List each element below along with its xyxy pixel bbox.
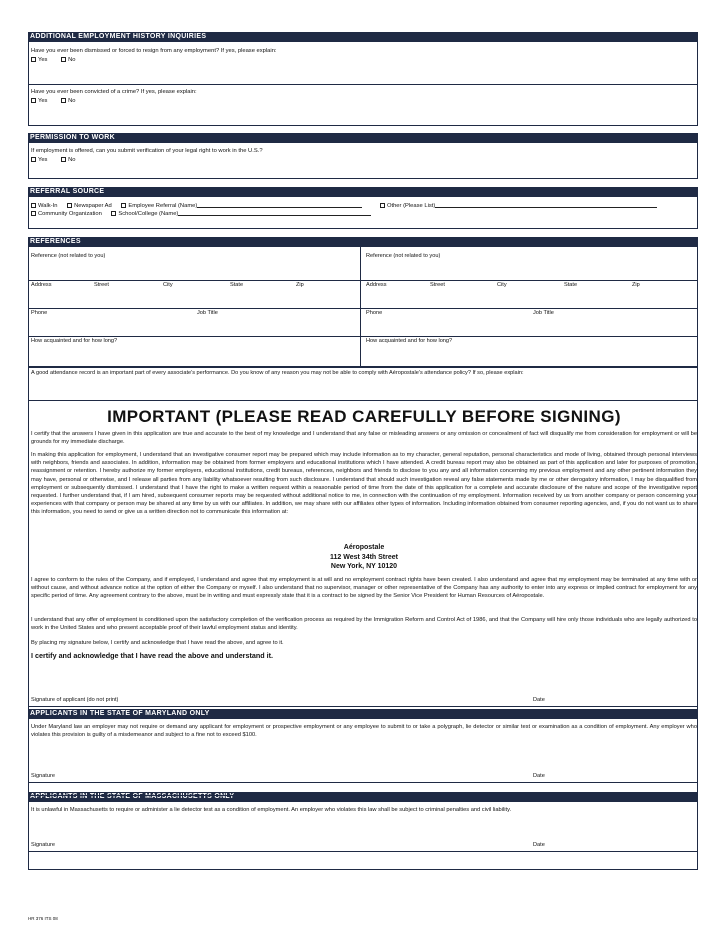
- referral-walk-in[interactable]: Walk-In: [31, 203, 57, 209]
- referral-employee[interactable]: Employee Referral (Name): [121, 202, 362, 209]
- referral-header: REFERRAL SOURCE: [28, 187, 698, 197]
- company-name: Aéropostale: [343, 544, 385, 551]
- checkbox-icon[interactable]: [380, 203, 385, 208]
- checkbox-icon[interactable]: [67, 203, 72, 208]
- divider: [29, 280, 697, 281]
- massachusetts-header: APPLICANTS IN THE STATE OF MASSACHUSETTS ONLY: [28, 792, 698, 802]
- dismissed-no[interactable]: No: [61, 57, 75, 63]
- reference-1-acquainted: How acquainted and for how long?: [31, 338, 118, 344]
- massachusetts-section: [28, 802, 698, 870]
- divider: [29, 308, 697, 309]
- application-form: [28, 32, 698, 870]
- checkbox-icon[interactable]: [111, 211, 116, 216]
- maryland-header: APPLICANTS IN THE STATE OF MARYLAND ONLY: [28, 709, 698, 719]
- reference-1-label: Reference (not related to you): [31, 253, 106, 259]
- referral-newspaper[interactable]: Newspaper Ad: [67, 203, 112, 209]
- referral-section: [28, 197, 698, 229]
- important-title: IMPORTANT (PLEASE READ CAREFULLY BEFORE SIGNING): [107, 407, 621, 426]
- applicant-date-label: Date: [533, 697, 545, 703]
- checkbox-icon[interactable]: [31, 203, 36, 208]
- massachusetts-text: It is unlawful in Massachusetts to require or administer a lie detector test as a condition of employment. An employer who violates this law shall be subject to criminal penalties and civil liability.: [31, 807, 512, 813]
- reference-2-zip: Zip: [632, 282, 640, 288]
- company-city: New York, NY 10120: [330, 563, 398, 570]
- company-address: [29, 543, 699, 572]
- references-column-divider: [360, 247, 361, 366]
- certify-statement: I certify and acknowledge that I have read the above and understand it.: [31, 651, 274, 660]
- divider: [29, 336, 697, 337]
- employment-history-section: [28, 42, 698, 126]
- maryland-section: [28, 719, 698, 796]
- massachusetts-signature-line[interactable]: [29, 851, 697, 852]
- school-input[interactable]: [178, 210, 371, 216]
- applicant-signature-label: Signature of applicant (do not print): [31, 697, 119, 703]
- important-section: [28, 367, 698, 743]
- dismissed-yes[interactable]: Yes: [31, 57, 47, 63]
- checkbox-icon[interactable]: [31, 211, 36, 216]
- acknowledge-paragraph: By placing my signature below, I certify and acknowledge that I have read the above, and agree to it.: [31, 640, 284, 646]
- dismissed-options: [31, 57, 88, 63]
- crime-question: Have you ever been convicted of a crime? If yes, please explain:: [31, 89, 197, 95]
- checkbox-icon[interactable]: [31, 157, 36, 162]
- reference-1-state: State: [230, 282, 244, 288]
- referral-other[interactable]: Other (Please List): [380, 202, 657, 209]
- other-referral-input[interactable]: [435, 202, 657, 208]
- crime-yes[interactable]: Yes: [31, 98, 47, 104]
- dismissed-question: Have you ever been dismissed or forced to resign from any employment? If yes, please explain:: [31, 48, 277, 54]
- checkbox-icon[interactable]: [61, 57, 66, 62]
- referral-school[interactable]: School/College (Name): [111, 210, 371, 217]
- form-code: HR 376 ITS 08: [28, 916, 58, 921]
- permission-yes[interactable]: Yes: [31, 157, 47, 163]
- checkbox-icon[interactable]: [31, 57, 36, 62]
- permission-header: PERMISSION TO WORK: [28, 133, 698, 143]
- checkbox-icon[interactable]: [61, 157, 66, 162]
- attendance-question: A good attendance record is an important part of every associate's performance. Do you know of any reason you may not be able to comply with Aéropostale's attendance policy? If so, please explain:: [31, 370, 524, 376]
- reference-2-address: Address: [366, 282, 387, 288]
- reference-1-street: Street: [94, 282, 109, 288]
- references-section: [28, 247, 698, 367]
- divider: [29, 84, 697, 85]
- maryland-signature-line[interactable]: [29, 782, 697, 783]
- references-header: REFERENCES: [28, 237, 698, 247]
- permission-options: [31, 157, 88, 163]
- maryland-date-label: Date: [533, 773, 545, 779]
- reference-2-job-title: Job Title: [533, 310, 554, 316]
- checkbox-icon[interactable]: [31, 98, 36, 103]
- permission-section: [28, 143, 698, 179]
- checkbox-icon[interactable]: [61, 98, 66, 103]
- crime-options: [31, 98, 88, 104]
- employee-referral-input[interactable]: [197, 202, 362, 208]
- certify-paragraph: I certify that the answers I have given in this application are true and accurate to the best of my knowledge and I understand that any false or misleading answers or any omission or concealment of fact will disqualify me from consideration for employment or will be grounds for my immediate discharge.: [31, 431, 697, 446]
- referral-community[interactable]: Community Organization: [31, 211, 102, 217]
- consumer-report-paragraph: In making this application for employment, I understand that an investigative consumer report may be prepared which may include information as to my character, general reputation, personal characteristics and mode of living, obtained through personal interviews with neighbors, friends and associates. In addition, information may be obtained from former employers and educational institutions which I have attended. A credit bureau report may also be obtained as part of this application and later for purposes of promotion, reassignment or retention. I hereby authorize my former employers, educational institutions, credit bureaus, references, neighbors and friends to disclose to you any and all information concerning my previous employment and any other pertinent information they may have, personal or otherwise, and I release all parties from any liability whatsoever resulting from such disclosure. I understand that should such investigation reveal any false statements made by me or other derogatory information, I may be disqualified from employment or subsequently dismissed. I understand that I have the right to make a written request within a reasonable period of time from the date of this application for a complete and accurate disclosure of the nature and scope of the investigative report requested. I further understand that, if I am hired, subsequent consumer reports may be requested without additional notice to me, in connection with the continuation of my employment. Information received by us from another company or person concerning your experiences with that company or person may be shared at any time by us with our affiliates. In addition, we may share with our affiliates other types of information. Including information obtained from consumer reporting agencies, and, if you do not want us to share this information, you need to send or give us a written direction not to communicate this information at:: [31, 452, 697, 516]
- reference-1-job-title: Job Title: [197, 310, 218, 316]
- at-will-paragraph: I agree to conform to the rules of the Company, and if employed, I understand and agree that my employment is at will and no employment contract rights have been created. I also understand and agree that my employment may be terminated at any time with or without cause, and without advance notice at the option of either the Company or myself. I also understand that no supervisor, manager or other representative of the Company has any authority to enter into any express or implied contract for employment for any specific period of time. Any agreement contrary to the above, must be in writing and must expressly state that it is a contract to be signed by the Senior Vice President for Human Resources of Aéropostale.: [31, 577, 697, 600]
- reference-1-address: Address: [31, 282, 52, 288]
- reference-1-phone: Phone: [31, 310, 48, 316]
- immigration-paragraph: I understand that any offer of employment is conditioned upon the satisfactory completion of the verification process as required by the Immigration Reform and Control Act of 1986, and that the Company will hire only those individuals who are legally authorized to work in the United States and who present acceptable proof of their lawful employment status and identity.: [31, 617, 697, 632]
- reference-2-phone: Phone: [366, 310, 383, 316]
- reference-2-state: State: [564, 282, 578, 288]
- reference-2-label: Reference (not related to you): [366, 253, 441, 259]
- checkbox-icon[interactable]: [121, 203, 126, 208]
- divider: [29, 400, 697, 401]
- reference-2-acquainted: How acquainted and for how long?: [366, 338, 453, 344]
- referral-row-1: [31, 202, 657, 209]
- massachusetts-date-label: Date: [533, 842, 545, 848]
- permission-no[interactable]: No: [61, 157, 75, 163]
- maryland-signature-label: Signature: [31, 773, 55, 779]
- reference-1-zip: Zip: [296, 282, 304, 288]
- crime-no[interactable]: No: [61, 98, 75, 104]
- employment-history-header: ADDITIONAL EMPLOYMENT HISTORY INQUIRIES: [28, 32, 698, 42]
- company-street: 112 West 34th Street: [330, 553, 398, 561]
- massachusetts-signature-label: Signature: [31, 842, 55, 848]
- reference-1-city: City: [163, 282, 173, 288]
- reference-2-city: City: [497, 282, 507, 288]
- permission-question: If employment is offered, can you submit verification of your legal right to work in the U.S.?: [31, 148, 263, 154]
- reference-2-street: Street: [430, 282, 445, 288]
- applicant-signature-line[interactable]: [29, 706, 697, 707]
- referral-row-2: [31, 210, 383, 217]
- maryland-text: Under Maryland law an employer may not require or demand any applicant for employment or prospective employment or any employee to submit to or take a polygraph, lie detector or similar test or examination as a condition of employment. Any employer who violates this provision is guilty of a misdemeanor and subject to a fine not to exceed $100.: [31, 724, 697, 739]
